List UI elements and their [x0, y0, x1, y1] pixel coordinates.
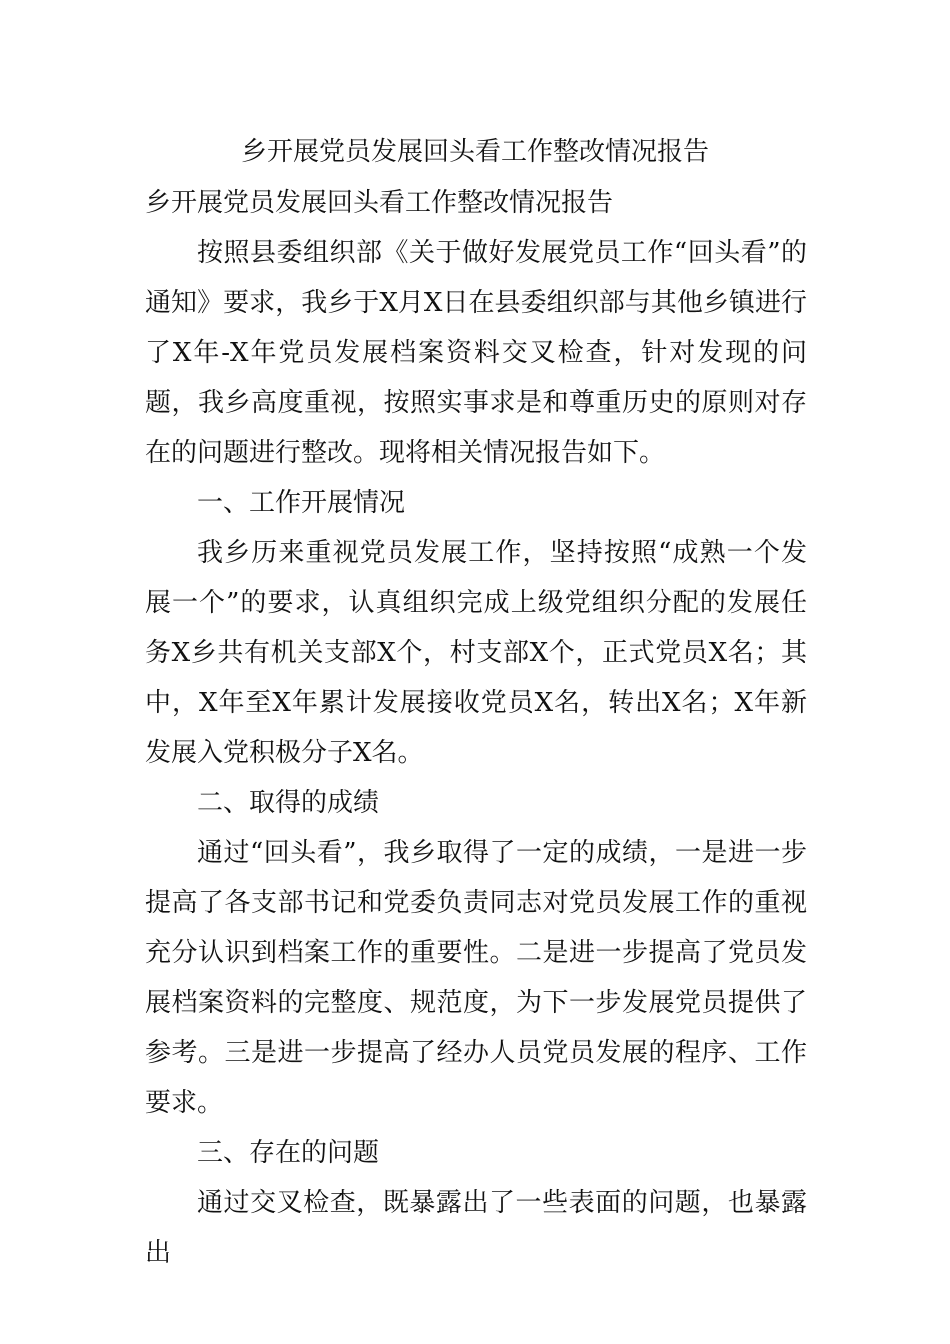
heading-problems: 三、存在的问题 [197, 1138, 380, 1168]
paragraph-intro: 按照县委组织部《关于做好发展党员工作“回头看”的通知》要求，我乡于X月X日在县委组织部与其他乡镇进行了X年-X年党员发展档案资料交叉检查，针对发现的问题，我乡高度重视，按照实事求是和尊重历史的原则对存在的问题进行整改。现将相关情况报告如下。 [145, 238, 807, 468]
paragraph-achievements: 通过“回头看”，我乡取得了一定的成绩，一是进一步提高了各支部书记和党委负责同志对党员发展工作的重视充分认识到档案工作的重要性。二是进一步提高了党员发展档案资料的完整度、规范度，为下一步发展党员提供了参考。三是进一步提高了经办人员党员发展的程序、工作要求。 [145, 838, 807, 1118]
document-title: 乡开展党员发展回头看工作整改情况报告 [240, 137, 709, 167]
heading-work-progress: 一、工作开展情况 [197, 488, 406, 518]
document-body [145, 178, 807, 1278]
document-subtitle: 乡开展党员发展回头看工作整改情况报告 [145, 188, 614, 218]
paragraph-work-progress: 我乡历来重视党员发展工作，坚持按照“成熟一个发展一个”的要求，认真组织完成上级党组织分配的发展任务X乡共有机关支部X个，村支部X个，正式党员X名；其中，X年至X年累计发展接收党员X名，转出X名；X年新发展入党积极分子X名。 [145, 538, 807, 768]
heading-achievements: 二、取得的成绩 [197, 788, 380, 818]
paragraph-problems: 通过交叉检查，既暴露出了一些表面的问题，也暴露出 [145, 1188, 807, 1268]
